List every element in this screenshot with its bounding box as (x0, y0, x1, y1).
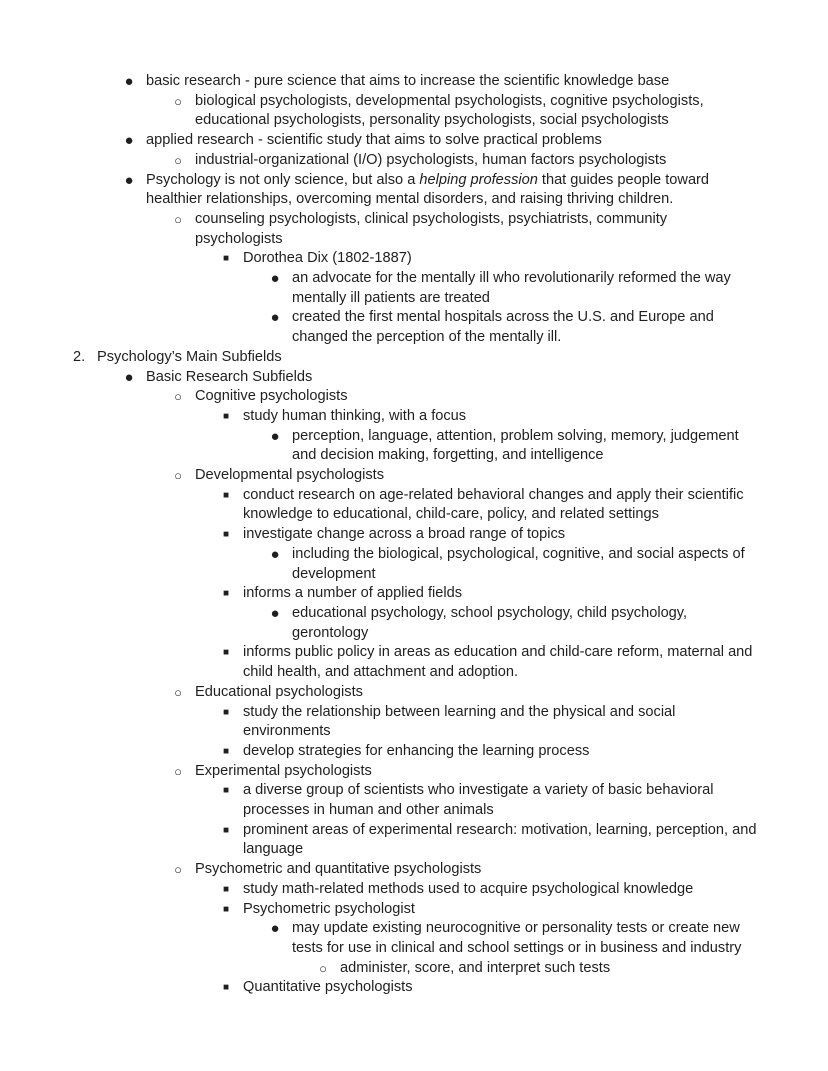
bullet-icon: ● (270, 309, 280, 327)
list-item (222, 742, 763, 762)
bullet-icon: ■ (222, 982, 230, 994)
list-item (270, 604, 762, 643)
list-item-text: educational psychology, school psychology, child psychology, gerontology (292, 604, 688, 641)
list-item-text: Cognitive psychologists (195, 388, 348, 405)
list-item-text: biological psychologists, developmental psychologists, cognitive psychologists, educational psychologists, personality psychologists, social psychologists (195, 92, 704, 129)
list-item (124, 368, 746, 388)
bullet-icon: ● (124, 73, 134, 90)
list-item (222, 781, 763, 820)
list-item (174, 466, 755, 486)
list-item (222, 249, 763, 269)
list-item-text: created the first mental hospitals across the U.S. and Europe and changed the perception of the mentally ill. (292, 309, 714, 346)
bullet-icon: ○ (174, 763, 182, 779)
text-after-emphasis: that guides people toward healthier relationships, overcoming mental disorders, and raising thriving children. (146, 171, 710, 208)
bullet-icon: ● (270, 270, 280, 288)
bullet-icon: ○ (174, 389, 182, 405)
list-item (124, 171, 746, 210)
list-item-text: conduct research on age-related behavioral changes and apply their scientific knowledge to educational, child-care, policy, and related settings (243, 486, 744, 523)
bullet-icon: ■ (222, 588, 230, 600)
bullet-icon: ■ (222, 706, 230, 718)
list-item (222, 821, 763, 860)
list-item-text: Developmental psychologists (195, 467, 385, 484)
list-item-text: basic research - pure science that aims to increase the scientific knowledge base (146, 73, 670, 89)
list-item (222, 978, 763, 998)
list-item-text: study math-related methods used to acquire psychological knowledge (243, 880, 694, 897)
list-item (124, 131, 746, 151)
list-item (270, 919, 762, 958)
emphasized-term: helping profession (419, 171, 538, 188)
list-item (222, 584, 763, 604)
list-item (270, 545, 762, 584)
bullet-icon: ○ (174, 684, 182, 700)
bullet-icon: ○ (174, 862, 182, 878)
list-item-text: applied research - scientific study that aims to solve practical problems (146, 132, 602, 149)
bullet-icon: ● (124, 171, 134, 189)
list-item (270, 427, 762, 466)
list-item-text: Dorothea Dix (1802-1887) (243, 250, 412, 267)
list-item (319, 959, 760, 979)
bullet-icon: ○ (319, 960, 327, 976)
list-item-text: Psychology’s Main Subfields (97, 348, 282, 365)
list-item-text: informs public policy in areas as education and child-care reform, maternal and child health, and attachment and adoption. (243, 644, 753, 681)
list-item-text: may update existing neurocognitive or personality tests or create new tests for use in clinical and school settings or in business and industry (292, 920, 742, 956)
bullet-icon: ● (124, 132, 134, 150)
list-item (174, 92, 755, 131)
section-heading (73, 348, 717, 368)
list-item (222, 643, 763, 682)
list-item (222, 486, 763, 525)
bullet-icon: ■ (222, 824, 230, 836)
list-item-text: Quantitative psychologists (243, 979, 413, 996)
bullet-icon: ■ (222, 489, 230, 501)
bullet-icon: ● (124, 368, 134, 386)
list-item-text (146, 172, 709, 208)
bullet-icon: ■ (222, 745, 230, 757)
list-item-text: Educational psychologists (195, 683, 363, 700)
bullet-icon: ■ (222, 883, 230, 895)
list-item-text: Basic Research Subfields (146, 368, 313, 385)
list-item-text: develop strategies for enhancing the learning process (243, 742, 590, 759)
bullet-icon: ○ (174, 152, 182, 168)
list-item-text: Psychometric psychologist (243, 900, 415, 917)
list-item-text: investigate change across a broad range of topics (243, 526, 566, 543)
list-item (174, 151, 755, 171)
list-item-text: informs a number of applied fields (243, 585, 463, 602)
bullet-icon: ○ (174, 468, 182, 484)
bullet-icon: ● (270, 545, 280, 563)
bullet-icon: ■ (222, 410, 230, 422)
list-item-text: Psychometric and quantitative psychologists (195, 861, 482, 878)
list-item (124, 72, 746, 92)
list-item (222, 880, 763, 900)
bullet-icon: ● (270, 604, 280, 622)
list-item (174, 860, 755, 880)
list-item-text: perception, language, attention, problem solving, memory, judgement and decision making, forgetting, and intelligence (292, 427, 739, 464)
list-item-text: a diverse group of scientists who investigate a variety of basic behavioral processes in human and other animals (243, 782, 714, 819)
bullet-icon: ■ (222, 785, 230, 797)
list-item-text: study the relationship between learning and the physical and social environments (243, 703, 676, 740)
list-item-text: administer, score, and interpret such tests (340, 959, 611, 976)
bullet-icon: ● (270, 920, 280, 938)
list-item (222, 703, 763, 742)
bullet-icon: ○ (174, 211, 182, 227)
bullet-icon: ■ (222, 529, 230, 541)
list-item-text: Experimental psychologists (195, 762, 372, 779)
list-item (174, 762, 755, 782)
list-item (222, 525, 763, 545)
list-item (174, 387, 755, 407)
document-body (0, 72, 828, 998)
list-item-text: including the biological, psychological, cognitive, and social aspects of development (292, 545, 745, 582)
list-item-text: an advocate for the mentally ill who revolutionarily reformed the way mentally ill patients are treated (292, 270, 731, 306)
list-number: 2. (73, 348, 86, 365)
bullet-icon: ■ (222, 903, 230, 915)
list-item (222, 900, 763, 920)
list-item-text: study human thinking, with a focus (243, 407, 467, 424)
bullet-icon: ○ (174, 93, 182, 109)
text-before-emphasis: Psychology is not only science, but also a (146, 171, 420, 188)
list-item-text: industrial-organizational (I/O) psychologists, human factors psychologists (195, 151, 667, 168)
list-item (174, 210, 755, 249)
list-item (270, 308, 762, 347)
bullet-icon: ● (270, 427, 280, 445)
list-item-text: counseling psychologists, clinical psychologists, psychiatrists, community psychologists (195, 210, 668, 247)
list-item (270, 269, 762, 308)
list-item-text: prominent areas of experimental research: motivation, learning, perception, and language (243, 821, 757, 858)
list-item (174, 683, 755, 703)
list-item (222, 407, 763, 427)
bullet-icon: ■ (222, 647, 230, 659)
bullet-icon: ■ (222, 253, 230, 265)
